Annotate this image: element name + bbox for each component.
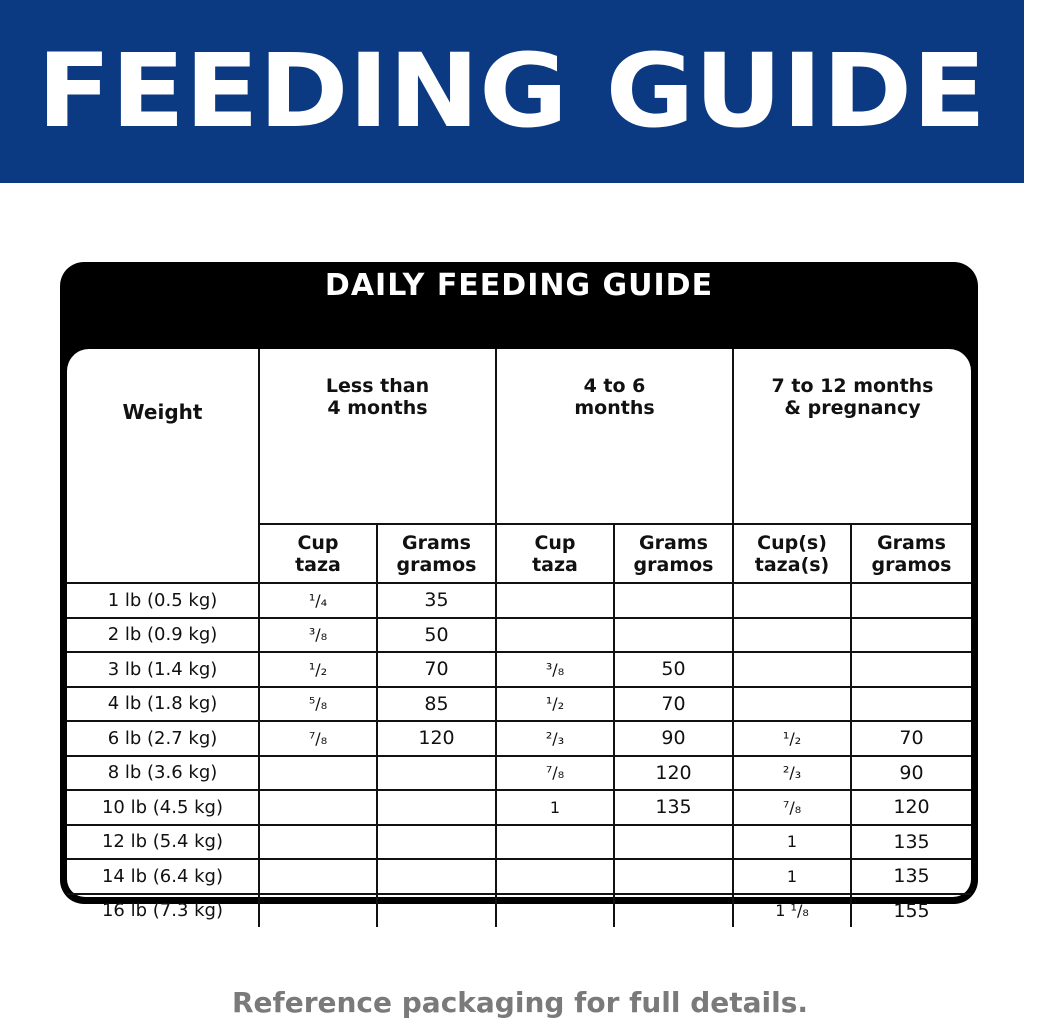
grams-cell: 85 [377, 687, 496, 722]
grams-cell: 70 [377, 652, 496, 687]
cup-cell: 1 [496, 790, 614, 825]
weight-cell: 12 lb (5.4 kg) [67, 825, 259, 860]
cup-cell [259, 756, 377, 791]
cup-cell: ¹/₂ [496, 687, 614, 722]
group-header-less-than-4-months: Less than 4 months [259, 349, 496, 524]
cup-cell: ³/₈ [496, 652, 614, 687]
footer-note: Reference packaging for full details. [231, 986, 809, 1019]
cup-cell: 1 [733, 859, 851, 894]
group-header-4-to-6-months: 4 to 6 months [496, 349, 733, 524]
cup-cell [259, 825, 377, 860]
cup-cell: ⁵/₈ [259, 687, 377, 722]
cup-cell: ²/₃ [733, 756, 851, 791]
cup-cell [496, 825, 614, 860]
table-row [67, 894, 971, 928]
grams-cell [377, 894, 496, 928]
cup-cell [496, 583, 614, 618]
table-row [67, 756, 971, 791]
table-row [67, 652, 971, 687]
grams-cell [851, 618, 971, 653]
weight-cell: 14 lb (6.4 kg) [67, 859, 259, 894]
grams-header: Grams gramos [851, 524, 971, 583]
weight-cell: 8 lb (3.6 kg) [67, 756, 259, 791]
grams-cell [851, 583, 971, 618]
cup-cell: 1 ¹/₈ [733, 894, 851, 928]
cup-cell [733, 583, 851, 618]
card-title: DAILY FEEDING GUIDE [324, 268, 714, 303]
cup-cell: ⁷/₈ [496, 756, 614, 791]
weight-cell: 3 lb (1.4 kg) [67, 652, 259, 687]
weight-header: Weight [67, 349, 259, 583]
cup-cell: ¹/₄ [259, 583, 377, 618]
grams-header: Grams gramos [614, 524, 733, 583]
cup-cell [259, 790, 377, 825]
cup-cell: ³/₈ [259, 618, 377, 653]
feeding-table-panel [67, 349, 971, 922]
grams-cell [614, 894, 733, 928]
table-row [67, 687, 971, 722]
grams-cell [851, 652, 971, 687]
cup-header: Cup(s) taza(s) [733, 524, 851, 583]
weight-cell: 2 lb (0.9 kg) [67, 618, 259, 653]
cup-cell: 1 [733, 825, 851, 860]
grams-cell [377, 825, 496, 860]
grams-cell: 135 [851, 859, 971, 894]
cup-cell [496, 618, 614, 653]
table-row [67, 618, 971, 653]
cup-cell [733, 618, 851, 653]
weight-cell: 10 lb (4.5 kg) [67, 790, 259, 825]
weight-cell: 1 lb (0.5 kg) [67, 583, 259, 618]
grams-cell [377, 790, 496, 825]
grams-cell [851, 687, 971, 722]
table-row [67, 583, 971, 618]
header-banner [0, 0, 1024, 183]
grams-cell: 120 [614, 756, 733, 791]
cup-cell [496, 859, 614, 894]
grams-cell: 120 [851, 790, 971, 825]
cup-header: Cup taza [259, 524, 377, 583]
cup-cell [733, 687, 851, 722]
grams-cell: 120 [377, 721, 496, 756]
page-title: FEEDING GUIDE [37, 31, 987, 151]
weight-cell: 6 lb (2.7 kg) [67, 721, 259, 756]
cup-cell: ¹/₂ [259, 652, 377, 687]
cup-cell: ⁷/₈ [259, 721, 377, 756]
grams-cell [614, 825, 733, 860]
grams-cell: 70 [614, 687, 733, 722]
grams-header: Grams gramos [377, 524, 496, 583]
grams-cell: 50 [377, 618, 496, 653]
table-row [67, 859, 971, 894]
cup-cell [733, 652, 851, 687]
grams-cell [614, 618, 733, 653]
weight-cell: 16 lb (7.3 kg) [67, 894, 259, 928]
cup-cell: ²/₃ [496, 721, 614, 756]
table-row [67, 790, 971, 825]
grams-cell: 155 [851, 894, 971, 928]
grams-cell: 135 [614, 790, 733, 825]
cup-cell [259, 894, 377, 928]
weight-cell: 4 lb (1.8 kg) [67, 687, 259, 722]
grams-cell: 70 [851, 721, 971, 756]
grams-cell: 90 [614, 721, 733, 756]
table-row [67, 721, 971, 756]
grams-cell [377, 859, 496, 894]
cup-cell [259, 859, 377, 894]
grams-cell: 90 [851, 756, 971, 791]
grams-cell [614, 859, 733, 894]
grams-cell: 50 [614, 652, 733, 687]
feeding-table [67, 349, 971, 927]
grams-cell: 135 [851, 825, 971, 860]
grams-cell [614, 583, 733, 618]
grams-cell: 35 [377, 583, 496, 618]
cup-header: Cup taza [496, 524, 614, 583]
group-header-7-to-12-months: 7 to 12 months & pregnancy [733, 349, 971, 524]
table-row [67, 825, 971, 860]
cup-cell: ⁷/₈ [733, 790, 851, 825]
cup-cell: ¹/₂ [733, 721, 851, 756]
grams-cell [377, 756, 496, 791]
cup-cell [496, 894, 614, 928]
group-header-row [67, 349, 971, 524]
